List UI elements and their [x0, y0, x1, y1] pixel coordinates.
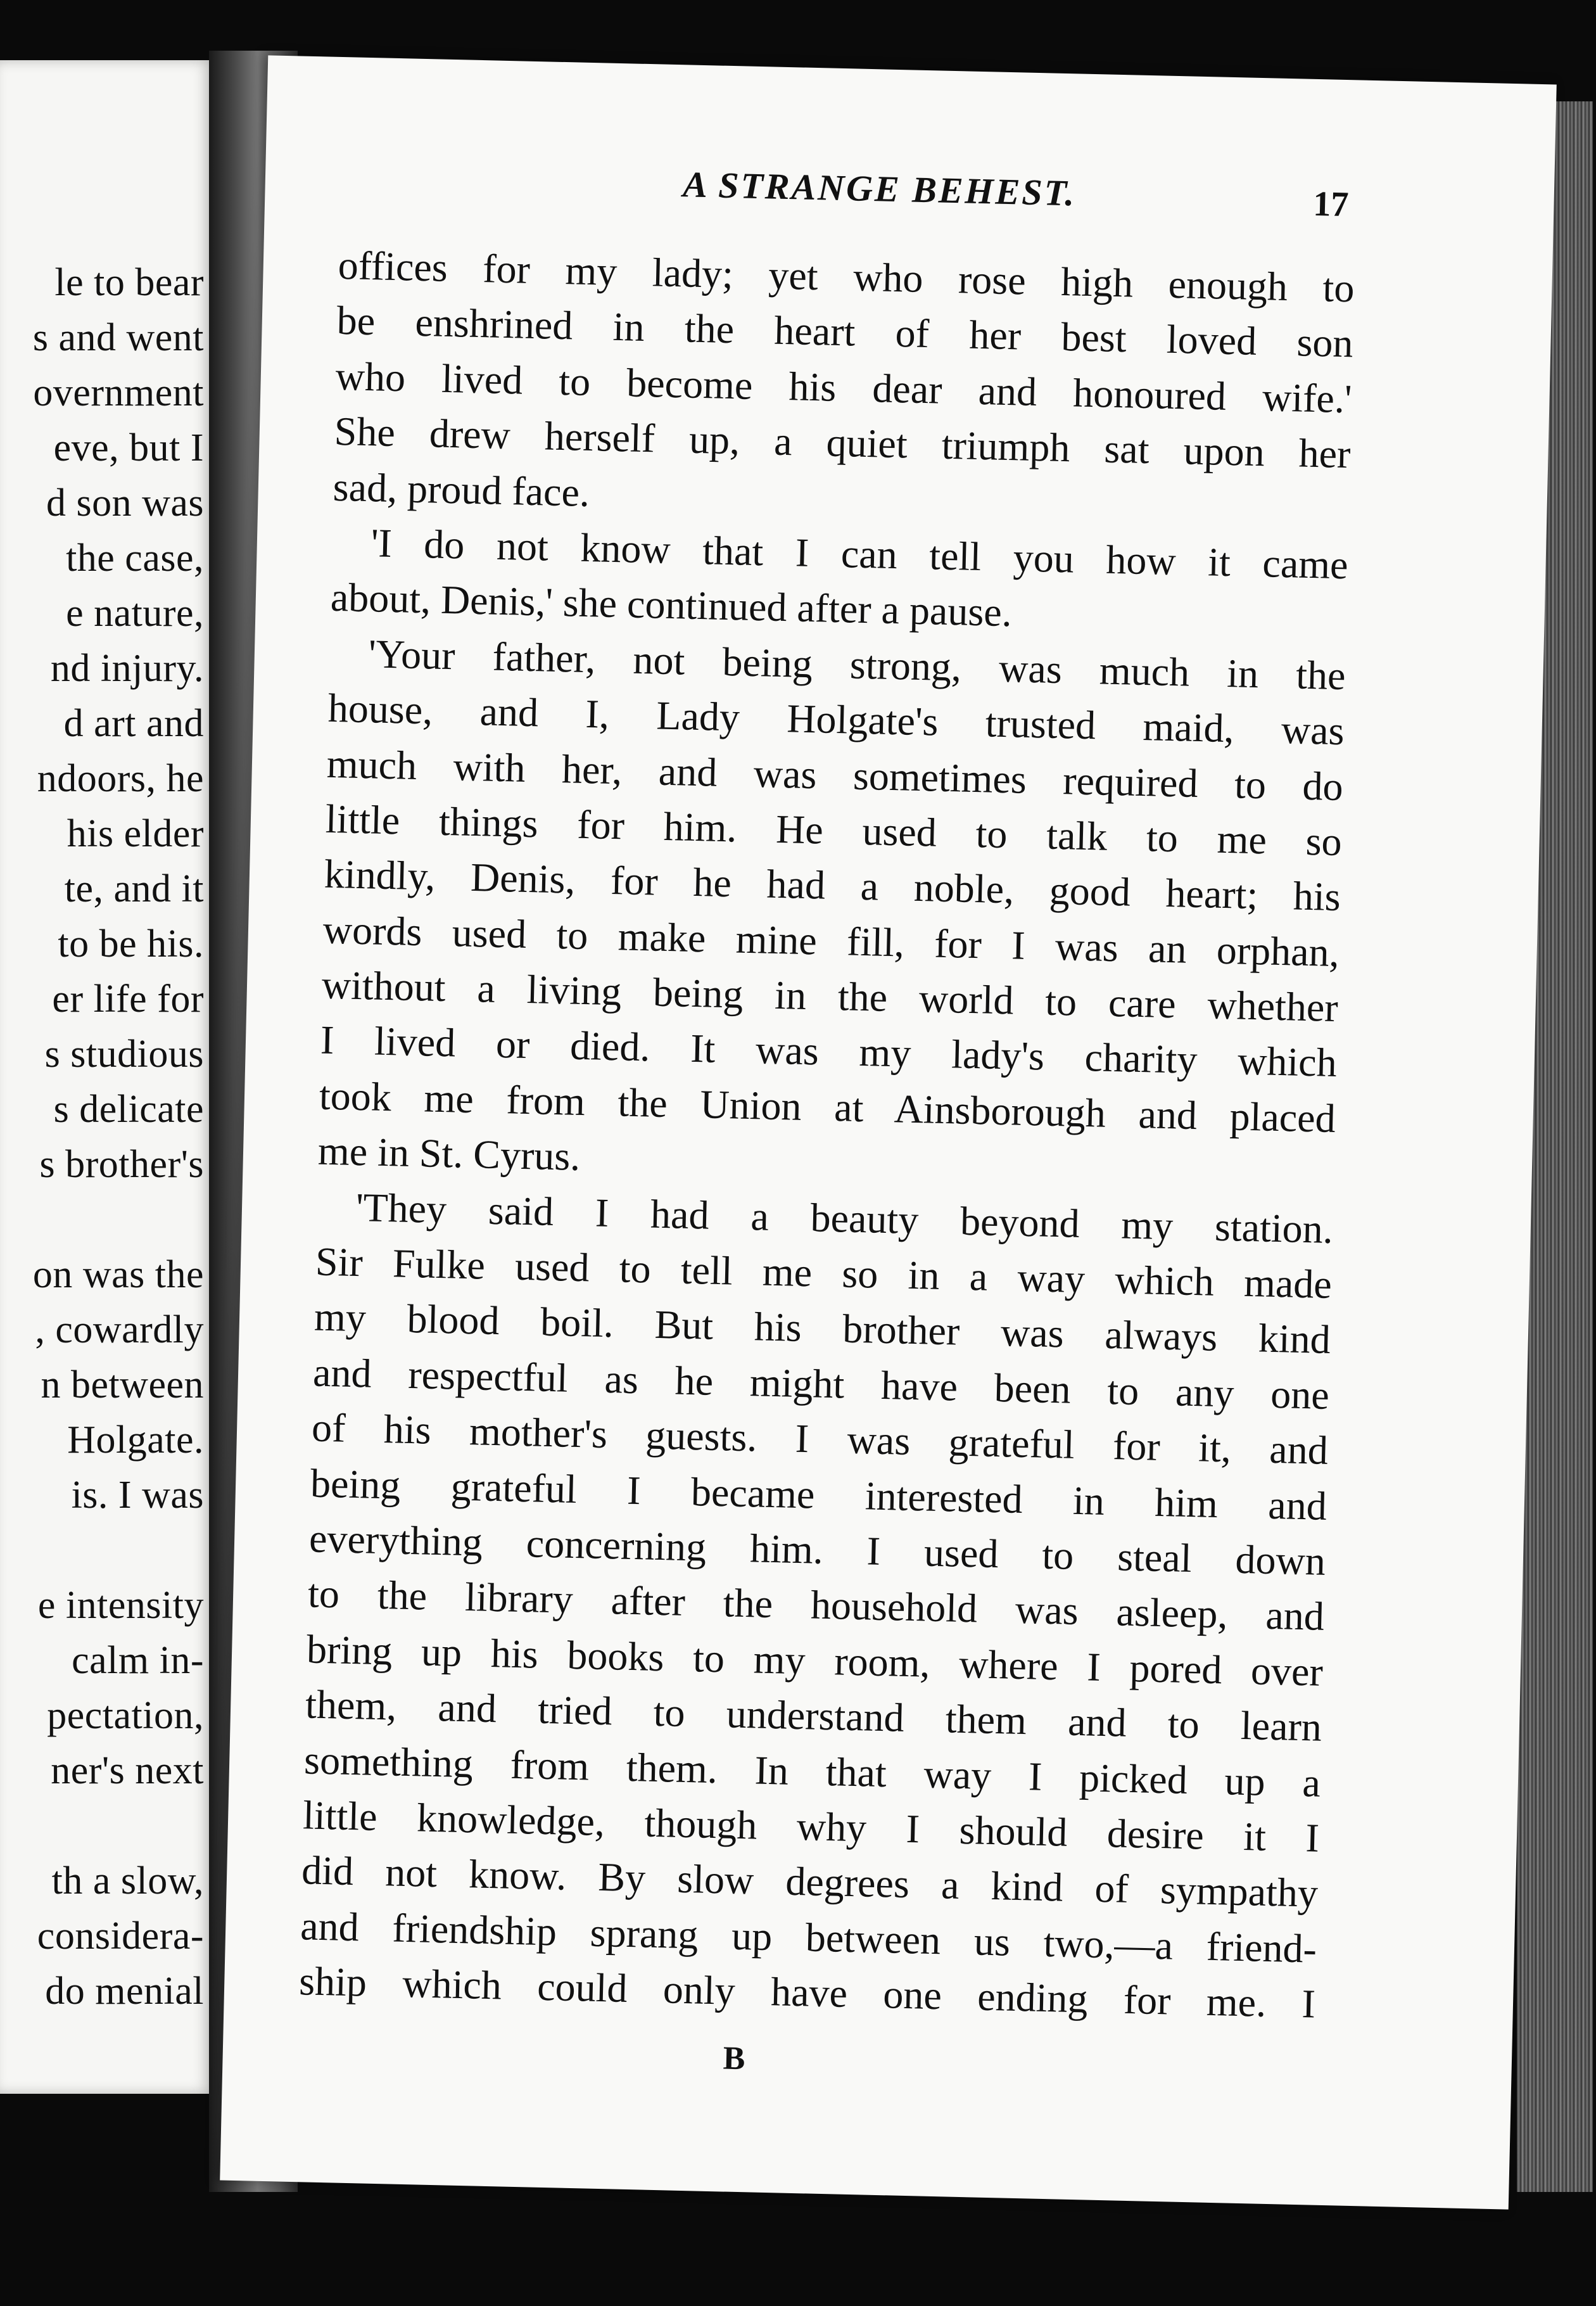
left-line: ner's next [51, 1749, 204, 1792]
left-line: s brother's [39, 1143, 204, 1186]
left-line: n between [41, 1363, 204, 1406]
left-line: d art and [63, 702, 204, 745]
left-line: on was the [32, 1253, 204, 1296]
text-line: words used to make mine fill, for I was an orphan, [322, 907, 1340, 975]
left-line: pectation, [47, 1694, 204, 1737]
text-line: sad, proud face. [332, 464, 590, 515]
left-line [0, 1523, 204, 1578]
text-line: bring up his books to my room, where I pored over [306, 1626, 1324, 1695]
text-line: without a living being in the world to care whether [321, 962, 1339, 1031]
text-line: little knowledge, though why I should desire it I [302, 1792, 1320, 1861]
signature-mark: B [723, 2040, 746, 2077]
left-line: d son was [46, 481, 204, 525]
running-head: A STRANGE BEHEST. [682, 163, 1077, 214]
text-line: and friendship sprang up between us two,—a friend- [300, 1902, 1317, 1972]
text-line: I lived or died. It was my lady's charity which [320, 1017, 1338, 1086]
left-line: his elder [66, 812, 204, 855]
left-line: s and went [32, 316, 204, 359]
left-line: is. I was [71, 1474, 204, 1517]
text-line: of his mother's guests. I was grateful for it, and [311, 1405, 1329, 1474]
left-page-text [0, 255, 204, 2019]
text-line: about, Denis,' she continued after a pause. [330, 575, 1013, 635]
text-line: and respectful as he might have been to any one [312, 1349, 1330, 1418]
text-line: me in St. Cyrus. [317, 1128, 581, 1180]
page-number: 17 [1312, 184, 1350, 225]
left-line: s delicate [53, 1088, 204, 1131]
left-line: , cowardly [35, 1308, 204, 1351]
page-body-text [298, 238, 1355, 2032]
left-line: th a slow, [51, 1859, 204, 1902]
left-line: do menial [45, 1970, 204, 2013]
text-line: kindly, Denis, for he had a noble, good heart; his [324, 851, 1341, 920]
left-line: le to bear [54, 261, 204, 304]
text-line: them, and tried to understand them and to learn [305, 1681, 1322, 1750]
text-line: be enshrined in the heart of her best loved son [336, 298, 1354, 366]
left-line: the case, [66, 537, 204, 580]
text-line: She drew herself up, a quiet triumph sat upon her [334, 409, 1352, 477]
text-line: much with her, and was sometimes required to do [326, 741, 1344, 809]
left-line: er life for [52, 978, 204, 1021]
left-line: e nature, [66, 592, 204, 635]
left-line: considera- [37, 1914, 204, 1958]
left-line: calm in- [72, 1639, 204, 1682]
text-line: took me from the Union at Ainsborough and placed [319, 1073, 1336, 1141]
left-line: nd injury. [50, 647, 204, 690]
left-line: eve, but I [53, 426, 204, 469]
left-facing-page [0, 60, 212, 2094]
right-page [220, 55, 1557, 2209]
text-line: did not know. By slow degrees a kind of sympathy [301, 1847, 1319, 1916]
left-line [0, 1799, 204, 1854]
text-line: offices for my lady; yet who rose high enough to [338, 242, 1355, 311]
left-line: s studious [44, 1033, 204, 1076]
text-line: house, and I, Lady Holgate's trusted maid, was [327, 685, 1345, 754]
text-line: being grateful I became interested in him and [310, 1460, 1327, 1529]
text-line: everything concerning him. I used to steal down [308, 1515, 1326, 1584]
left-line: ndoors, he [37, 757, 204, 800]
left-line: e intensity [37, 1584, 204, 1627]
left-line: te, and it [64, 867, 204, 910]
text-line: little things for him. He used to talk to me so [325, 796, 1343, 865]
text-line: something from them. In that way I picked up a [303, 1736, 1321, 1806]
text-line: 'They said I had a beauty beyond my station. [355, 1184, 1334, 1252]
left-line [0, 1192, 204, 1247]
left-line: Holgate. [67, 1418, 204, 1462]
text-line: 'I do not know that I can tell you how it came [370, 520, 1349, 588]
text-line: ship which could only have one ending for me. I [298, 1958, 1316, 2027]
text-line: who lived to become his dear and honoured wife.' [335, 353, 1353, 422]
left-line: to be his. [58, 922, 204, 965]
text-line: 'Your father, not being strong, was much in the [368, 630, 1346, 698]
left-line: overnment [33, 371, 204, 414]
text-line: to the library after the household was asleep, and [307, 1570, 1325, 1640]
text-line: my blood boil. But his brother was always kind [314, 1294, 1331, 1363]
text-line: Sir Fulke used to tell me so in a way which made [315, 1239, 1333, 1307]
